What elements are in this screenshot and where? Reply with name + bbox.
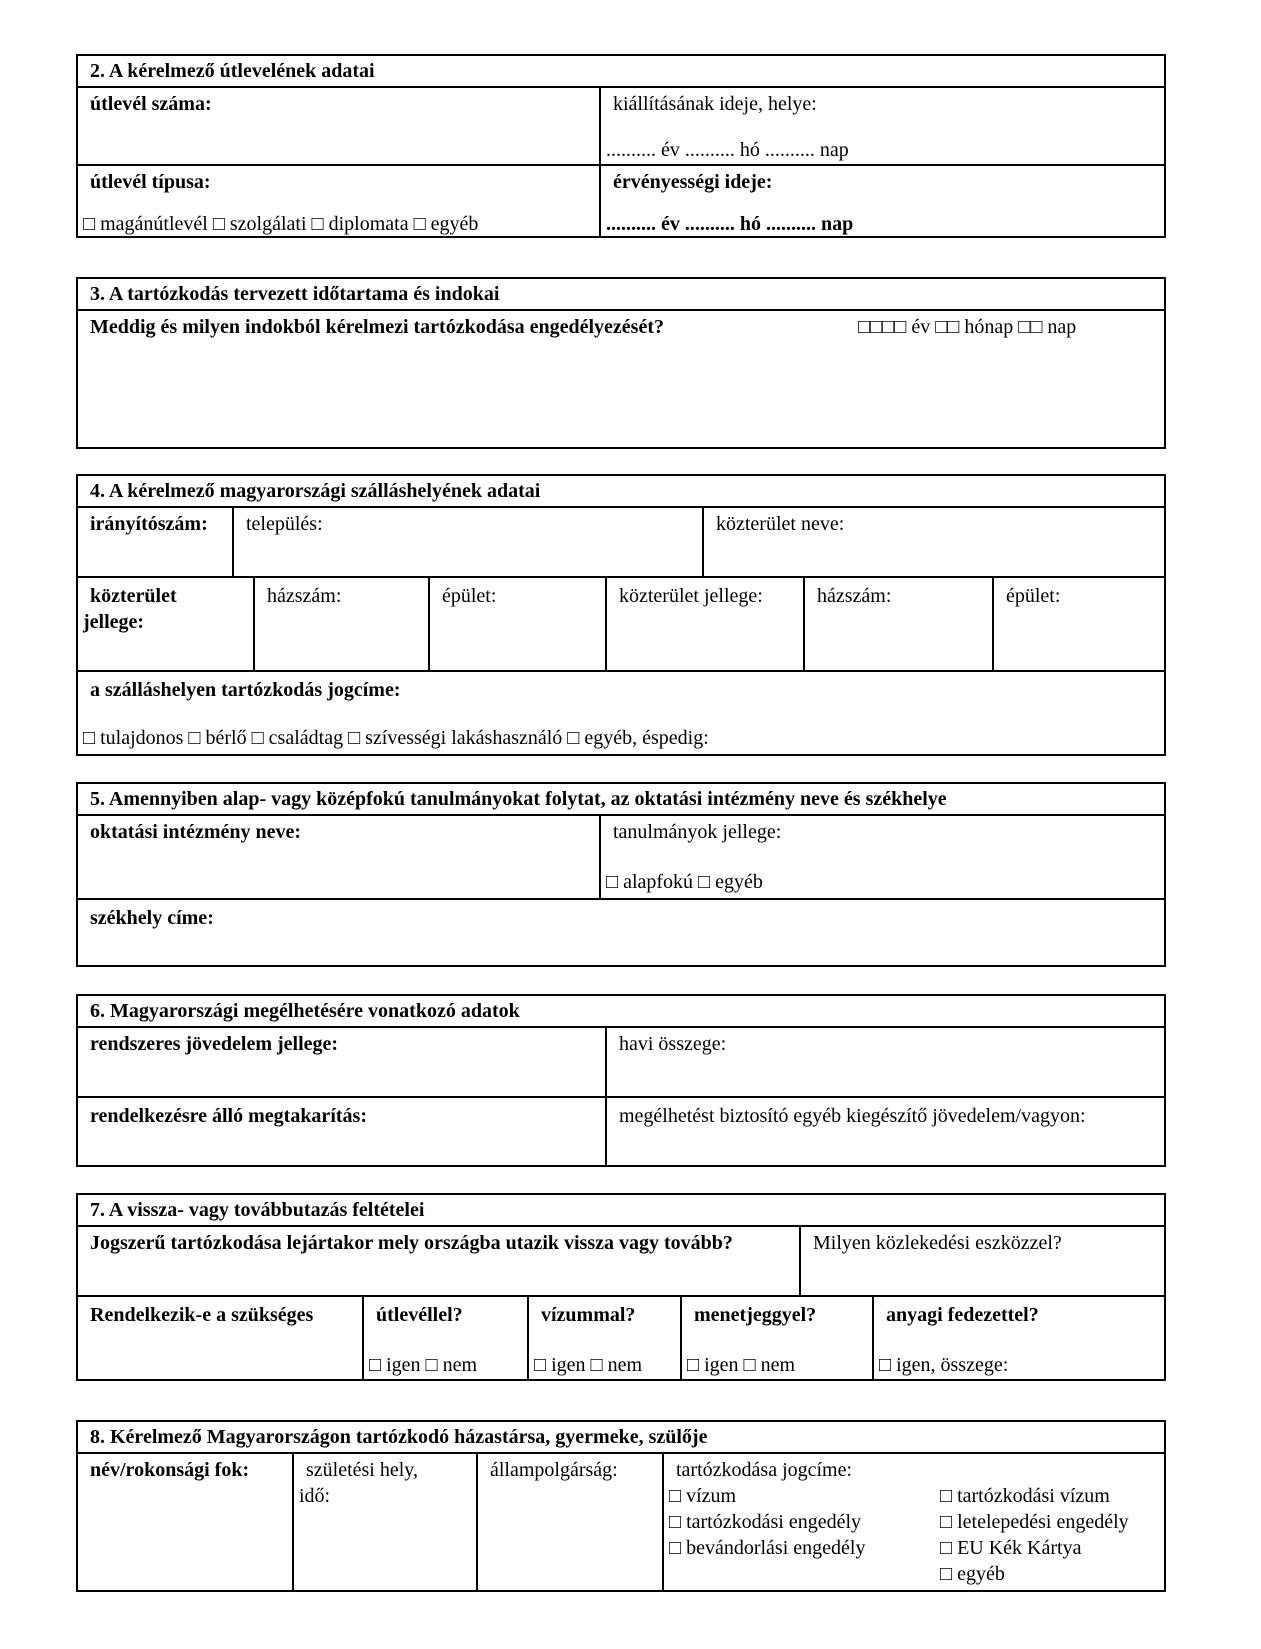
field-label: közterület xyxy=(90,585,177,607)
street-type-field[interactable] xyxy=(605,576,803,672)
field-label: házszám: xyxy=(817,585,892,607)
checkbox-options[interactable]: □ alapfokú □ egyéb xyxy=(606,871,763,893)
monthly-amount-field[interactable] xyxy=(605,1028,1164,1098)
visa-check-field[interactable] xyxy=(527,1295,680,1379)
checkbox-options[interactable]: □ igen, összege: xyxy=(879,1354,1009,1376)
checkbox-option[interactable]: □ tartózkodási vízum xyxy=(940,1485,1110,1507)
checkbox-option[interactable]: □ vízum xyxy=(669,1485,737,1507)
field-label: vízummal? xyxy=(541,1304,636,1326)
transport-field[interactable] xyxy=(799,1227,1164,1297)
section-title: 2. A kérelmező útlevelének adatai xyxy=(78,56,1164,88)
field-label: útlevél száma: xyxy=(90,93,212,115)
section-title: 8. Kérelmező Magyarországon tartózkodó házastársa, gyermeke, szülője xyxy=(78,1422,1164,1454)
section-education xyxy=(76,782,1166,967)
field-label: jellege: xyxy=(83,611,145,633)
checkbox-options[interactable]: □ igen □ nem xyxy=(369,1354,478,1376)
section-title: 3. A tartózkodás tervezett időtartama és indokai xyxy=(78,279,1164,311)
section-title: 7. A vissza- vagy továbbutazás feltételei xyxy=(78,1195,1164,1227)
stay-title-field[interactable] xyxy=(662,1454,1164,1590)
checkbox-option[interactable]: □ tartózkodási engedély xyxy=(669,1511,862,1533)
duration-boxes[interactable]: □□□□ év □□ hónap □□ nap xyxy=(858,316,1077,338)
postal-code-field[interactable] xyxy=(78,508,232,578)
return-country-field[interactable] xyxy=(78,1227,799,1297)
study-type-field[interactable] xyxy=(599,816,1164,900)
issue-date-field[interactable] xyxy=(599,88,1164,166)
section-accommodation xyxy=(76,474,1166,756)
field-label: a szálláshelyen tartózkodás jogcíme: xyxy=(90,679,401,701)
checkbox-option[interactable]: □ EU Kék Kártya xyxy=(940,1537,1082,1559)
settlement-field[interactable] xyxy=(232,508,702,578)
field-label: anyagi fedezettel? xyxy=(886,1304,1039,1326)
field-label: menetjeggyel? xyxy=(694,1304,817,1326)
checkbox-options[interactable]: □ magánútlevél □ szolgálati □ diplomata □ egyéb xyxy=(83,213,479,235)
checkbox-option[interactable]: □ bevándorlási engedély xyxy=(669,1537,866,1559)
field-label: érvényességi ideje: xyxy=(613,171,773,193)
has-required-cell xyxy=(78,1295,362,1379)
street-name-field[interactable] xyxy=(702,508,1164,578)
validity-field[interactable] xyxy=(599,164,1164,236)
section-title: 6. Magyarországi megélhetésére vonatkozó adatok xyxy=(78,996,1164,1028)
building-field-2[interactable] xyxy=(992,576,1164,672)
savings-field[interactable] xyxy=(78,1096,605,1165)
other-income-field[interactable] xyxy=(605,1096,1164,1165)
section-family xyxy=(76,1420,1166,1592)
institution-field[interactable] xyxy=(78,816,599,900)
field-label: kiállításának ideje, helye: xyxy=(613,93,817,115)
income-type-field[interactable] xyxy=(78,1028,605,1098)
date-pattern: .......... év .......... hó .......... nap xyxy=(606,213,854,235)
checkbox-option[interactable]: □ egyéb xyxy=(940,1563,1005,1585)
legal-title-field[interactable] xyxy=(78,670,1164,754)
passport-type-field[interactable] xyxy=(78,164,599,236)
building-field[interactable] xyxy=(428,576,605,672)
section-title: 4. A kérelmező magyarországi szálláshelyének adatai xyxy=(78,476,1164,508)
field-label: megélhetést biztosító egyéb kiegészítő jövedelem/vagyon: xyxy=(619,1105,1086,1127)
seat-address-field[interactable] xyxy=(78,898,1164,965)
section-return-travel xyxy=(76,1193,1166,1381)
field-label: útlevél típusa: xyxy=(90,171,211,193)
field-label: állampolgárság: xyxy=(490,1459,618,1481)
birth-place-field[interactable] xyxy=(292,1454,476,1590)
checkbox-option[interactable]: □ letelepedési engedély xyxy=(940,1511,1129,1533)
field-label: havi összege: xyxy=(619,1033,727,1055)
field-label: Milyen közlekedési eszközzel? xyxy=(813,1232,1062,1254)
field-label: Meddig és milyen indokból kérelmezi tartózkodása engedélyezését? xyxy=(90,316,665,338)
house-number-field-2[interactable] xyxy=(803,576,992,672)
field-label: útlevéllel? xyxy=(376,1304,463,1326)
field-label: idő: xyxy=(299,1485,331,1507)
field-label: Rendelkezik-e a szükséges xyxy=(90,1304,314,1326)
section-title: 5. Amennyiben alap- vagy középfokú tanulmányokat folytat, az oktatási intézmény neve és székhelye xyxy=(78,784,1164,816)
passport-number-field[interactable] xyxy=(78,88,599,166)
field-label: közterület jellege: xyxy=(619,585,763,607)
street-type-bold-field[interactable] xyxy=(78,576,253,672)
field-label: név/rokonsági fok: xyxy=(90,1459,250,1481)
field-label: születési hely, xyxy=(306,1459,419,1481)
field-label: oktatási intézmény neve: xyxy=(90,821,302,843)
section-livelihood xyxy=(76,994,1166,1167)
passport-check-field[interactable] xyxy=(362,1295,527,1379)
field-label: közterület neve: xyxy=(716,513,845,535)
field-label: Jogszerű tartózkodása lejártakor mely országba utazik vissza vagy tovább? xyxy=(90,1232,733,1254)
section-passport xyxy=(76,54,1166,238)
field-label: tartózkodása jogcíme: xyxy=(676,1459,853,1481)
field-label: házszám: xyxy=(267,585,342,607)
field-label: rendszeres jövedelem jellege: xyxy=(90,1033,339,1055)
citizenship-field[interactable] xyxy=(476,1454,662,1590)
field-label: tanulmányok jellege: xyxy=(613,821,782,843)
checkbox-options[interactable]: □ igen □ nem xyxy=(534,1354,643,1376)
section-stay-duration xyxy=(76,277,1166,449)
field-label: épület: xyxy=(1006,585,1061,607)
field-label: épület: xyxy=(442,585,497,607)
house-number-field[interactable] xyxy=(253,576,428,672)
field-label: rendelkezésre álló megtakarítás: xyxy=(90,1105,367,1127)
field-label: székhely címe: xyxy=(90,907,214,929)
checkbox-options[interactable]: □ tulajdonos □ bérlő □ családtag □ szívességi lakáshasználó □ egyéb, éspedig: xyxy=(83,727,709,749)
field-label: irányítószám: xyxy=(90,513,208,535)
funds-check-field[interactable] xyxy=(872,1295,1164,1379)
checkbox-options[interactable]: □ igen □ nem xyxy=(687,1354,796,1376)
field-label: település: xyxy=(246,513,323,535)
stay-reason-field[interactable] xyxy=(78,311,1164,447)
date-pattern: .......... év .......... hó .......... nap xyxy=(606,139,849,161)
ticket-check-field[interactable] xyxy=(680,1295,872,1379)
name-relation-field[interactable] xyxy=(78,1454,292,1590)
